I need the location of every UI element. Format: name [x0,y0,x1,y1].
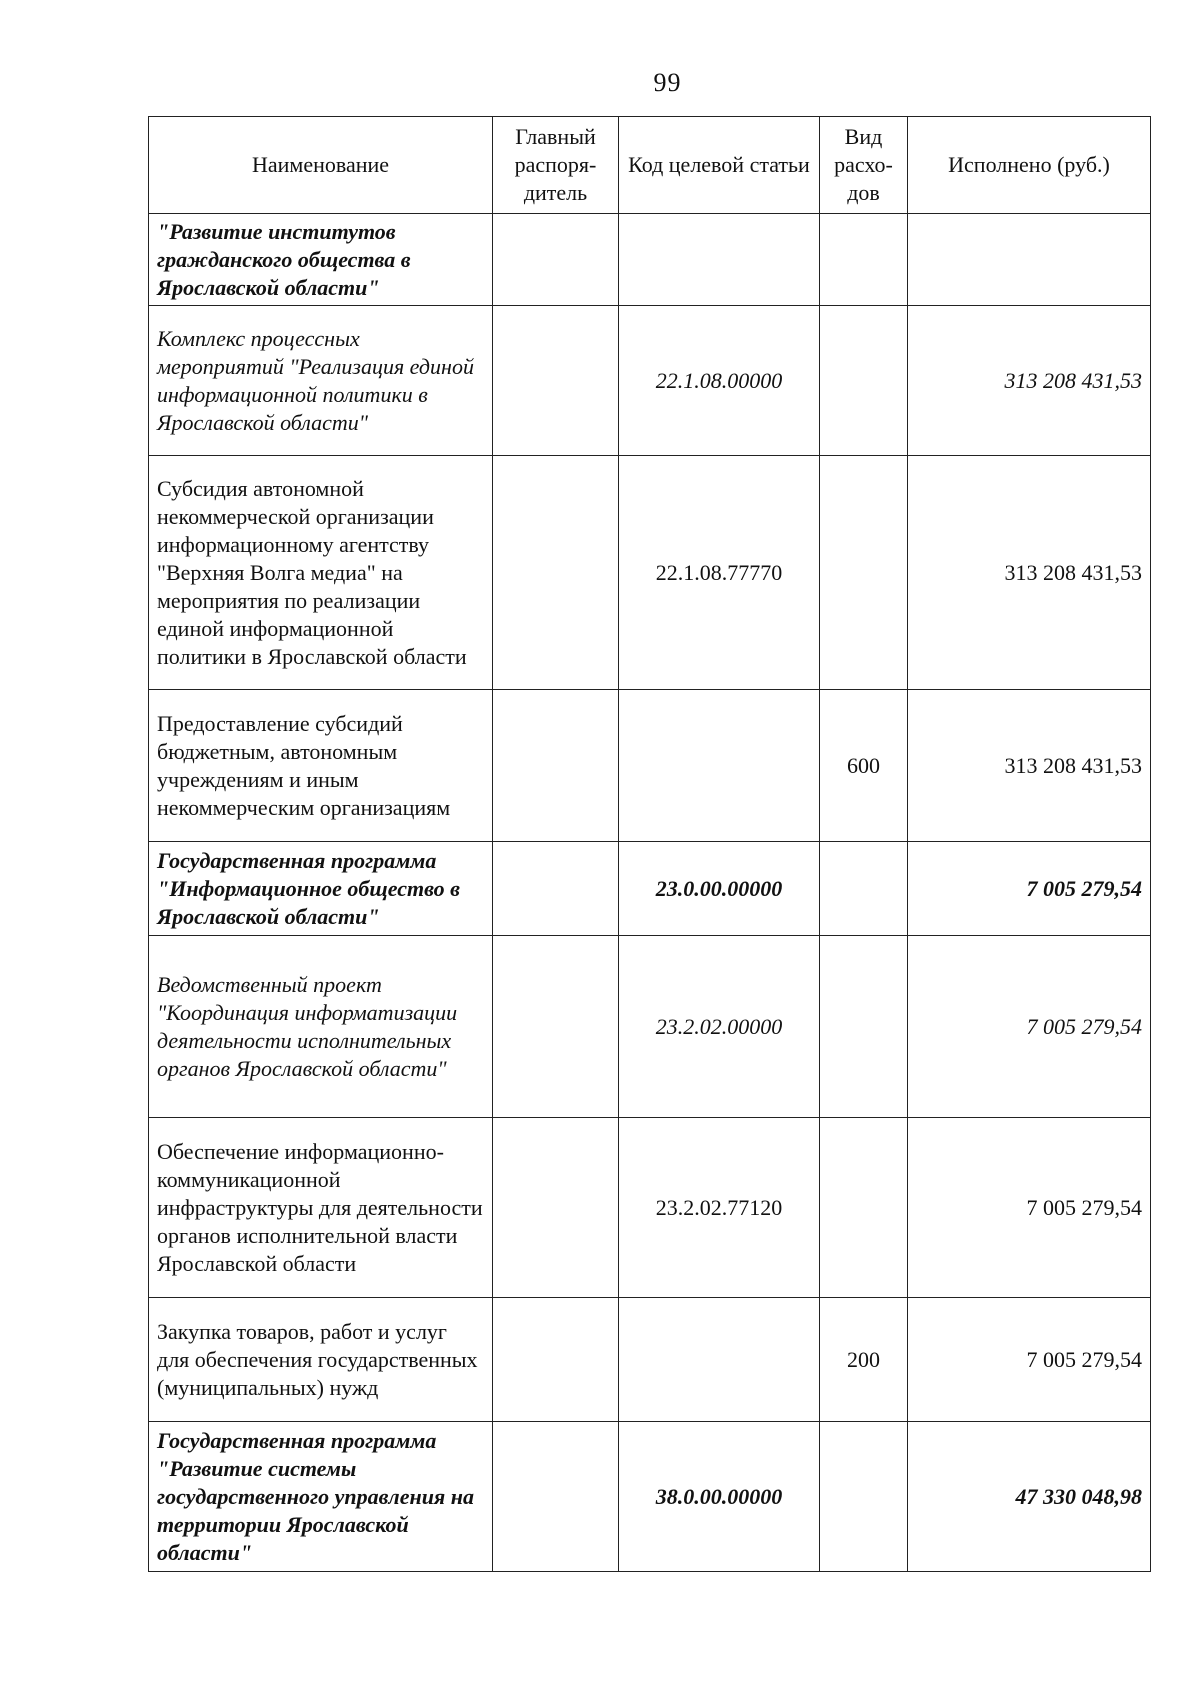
row-manager [493,936,619,1118]
row-kind [820,1422,908,1572]
row-name: Закупка товаров, работ и услуг для обеспечения государственных (муниципальных) нужд [149,1298,493,1422]
table-row [149,306,1151,456]
header-name: Наименование [149,117,493,214]
row-kind [820,214,908,306]
row-kind [820,456,908,690]
row-code: 23.0.00.00000 [619,842,820,936]
row-manager [493,1118,619,1298]
row-manager [493,842,619,936]
table-row [149,1118,1151,1298]
header-amount: Исполнено (руб.) [908,117,1151,214]
header-code: Код целевой статьи [619,117,820,214]
row-code: 38.0.00.00000 [619,1422,820,1572]
row-name: Государственная программа "Информационное общество в Ярославской области" [149,842,493,936]
row-amount: 7 005 279,54 [908,1298,1151,1422]
row-amount: 313 208 431,53 [908,306,1151,456]
row-name: Государственная программа "Развитие системы государственного управления на территории Ярославской области" [149,1422,493,1572]
row-kind [820,936,908,1118]
header-manager: Главный распоря-дитель [493,117,619,214]
row-code: 22.1.08.77770 [619,456,820,690]
table-row [149,456,1151,690]
row-name: Предоставление субсидий бюджетным, автономным учреждениям и иным некоммерческим организациям [149,690,493,842]
table-row [149,936,1151,1118]
page-number: 99 [653,68,682,97]
row-code: 23.2.02.77120 [619,1118,820,1298]
row-amount: 7 005 279,54 [908,936,1151,1118]
row-kind: 600 [820,690,908,842]
table-header [149,117,1151,214]
row-code [619,214,820,306]
row-code [619,1298,820,1422]
row-name: Ведомственный проект "Координация информатизации деятельности исполнительных органов Ярославской области" [149,936,493,1118]
table-row [149,214,1151,306]
table-body [149,214,1151,1572]
row-manager [493,690,619,842]
row-code [619,690,820,842]
row-amount: 47 330 048,98 [908,1422,1151,1572]
row-manager [493,1298,619,1422]
row-manager [493,1422,619,1572]
row-amount: 313 208 431,53 [908,456,1151,690]
row-name: Субсидия автономной некоммерческой организации информационному агентству "Верхняя Волга медиа" на мероприятия по реализации единой информационной политики в Ярославской области [149,456,493,690]
row-kind [820,842,908,936]
row-amount: 7 005 279,54 [908,842,1151,936]
row-kind: 200 [820,1298,908,1422]
row-name: Обеспечение информационно-коммуникационной инфраструктуры для деятельности органов исполнительной власти Ярославской области [149,1118,493,1298]
row-manager [493,306,619,456]
table-row [149,690,1151,842]
budget-table [148,116,1151,1572]
row-manager [493,214,619,306]
table-row [149,1422,1151,1572]
header-kind: Вид расхо-дов [820,117,908,214]
table-row [149,842,1151,936]
row-code: 22.1.08.00000 [619,306,820,456]
row-amount [908,214,1151,306]
row-amount: 313 208 431,53 [908,690,1151,842]
row-kind [820,1118,908,1298]
row-code: 23.2.02.00000 [619,936,820,1118]
row-name: "Развитие институтов гражданского общества в Ярославской области" [149,214,493,306]
row-kind [820,306,908,456]
table-row [149,1298,1151,1422]
row-manager [493,456,619,690]
header-row [149,117,1151,214]
row-name: Комплекс процессных мероприятий "Реализация единой информационной политики в Ярославской области" [149,306,493,456]
row-amount: 7 005 279,54 [908,1118,1151,1298]
